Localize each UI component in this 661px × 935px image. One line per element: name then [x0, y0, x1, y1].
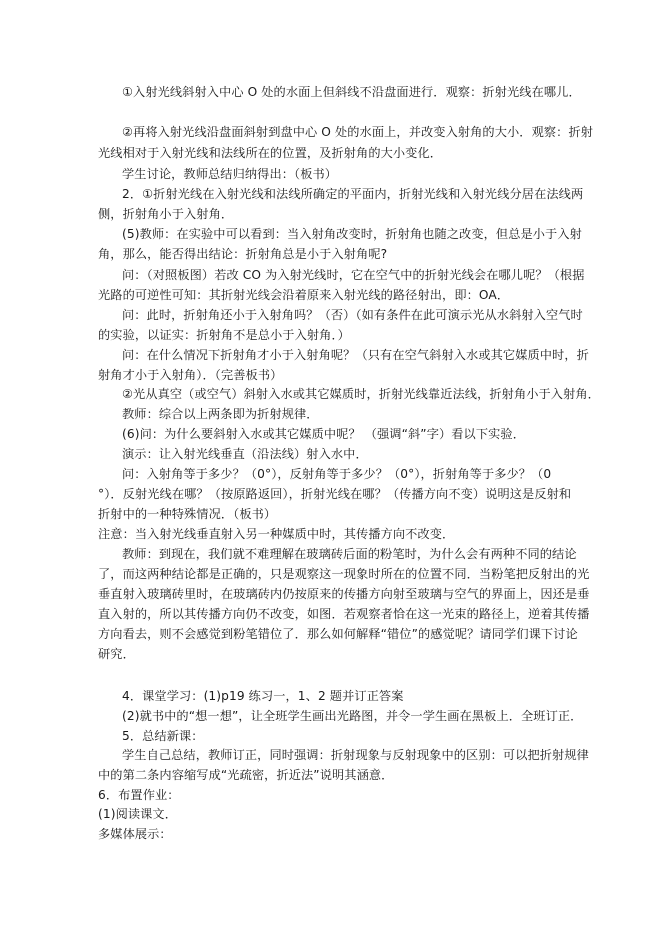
text-line: 问：（对照板图）若改 CO 为入射光线时，它在空气中的折射光线会在哪儿呢？（根据	[122, 268, 585, 282]
text-line: °）．反射光线在哪？（按原路返回），折射光线在哪？（传播方向不变）说明这是反射和	[98, 487, 572, 501]
text-line: 了，而这两种结论都是正确的，只是观察这一现象时所在的位置不同．当粉笔把反射出的光	[98, 567, 590, 581]
text-line: 4．课堂学习：(1)p19 练习一，1、2 题并订正答案	[122, 689, 404, 703]
text-line: (1)阅读课文．	[98, 807, 178, 821]
text-line: 直入射的，所以其传播方向仍不改变，如图．若观察者恰在这一光束的路径上，逆着其传播	[98, 607, 590, 621]
text-line: 折射中的一种特殊情况．（板书）	[98, 507, 277, 521]
text-line: ②光从真空（或空气）斜射入水或其它媒质时，折射光线靠近法线，折射角小于入射角．	[122, 387, 600, 401]
text-line: 问：此时，折射角还小于入射角吗？（否）（如有条件在此可演示光从水斜射入空气时	[122, 308, 583, 322]
text-line: 5．总结新课：	[122, 729, 204, 743]
text-line: 的实验，以证实：折射角不是总小于入射角．）	[98, 328, 350, 342]
text-line: 问：入射角等于多少？（0°），反射角等于多少？（0°），折射角等于多少？（0	[122, 467, 552, 481]
text-line: ①入射光线斜射入中心 O 处的水面上但斜线不沿盘面进行．观察：折射光线在哪儿．	[122, 85, 581, 99]
text-line: 教师：到现在，我们就不难理解在玻璃砖后面的粉笔时，为什么会有两种不同的结论	[122, 547, 577, 561]
text-line: (2)就书中的“想一想”，让全班学生画出光路图，并令一学生画在黑板上．全班订正．	[122, 709, 583, 723]
text-line: 垂直射入玻璃砖里时，在玻璃砖内仍按原来的传播方向射至玻璃与空气的界面上，因还是垂	[98, 587, 590, 601]
text-line: 教师：综合以上两条即为折射规律．	[122, 407, 319, 421]
text-line: 侧，折射角小于入射角．	[98, 207, 234, 221]
text-line: 中的第二条内容缩写成“光疏密，折近法”说明其涵意．	[98, 768, 394, 782]
text-line: 学生自己总结，教师订正，同时强调：折射现象与反射现象中的区别：可以把折射规律	[122, 748, 589, 762]
text-line: 注意：当入射光线垂直射入另一种媒质中时，其传播方向不改变．	[98, 527, 455, 541]
text-line: ②再将入射光线沿盘面斜射到盘中心 O 处的水面上，并改变入射角的大小．观察：折射	[122, 125, 594, 139]
text-line: (5)教师：在实验中可以看到：当入射角改变时，折射角也随之改变，但总是小于入射	[122, 227, 582, 241]
text-line: 2．①折射光线在入射光线和法线所确定的平面内，折射光线和入射光线分居在法线两	[122, 187, 584, 201]
text-line: 角，那么，能否得出结论：折射角总是小于入射角呢?	[98, 247, 388, 261]
text-line: 射角才小于入射角）．（完善板书）	[98, 368, 283, 382]
text-line: 6．布置作业：	[98, 788, 180, 802]
text-line: 研究．	[98, 647, 135, 661]
text-line: 学生讨论，教师总结归纳得出：（板书）	[122, 167, 338, 181]
text-line: 光路的可逆性可知：其折射光线会沿着原来入射光线的路径射出，即：OA．	[98, 288, 510, 302]
text-line: 多媒体展示：	[98, 827, 172, 841]
text-line: 方向看去，则不会感觉到粉笔错位了．那么如何解释“错位”的感觉呢？请同学们课下讨论	[98, 627, 578, 641]
text-line: 问：在什么情况下折射角才小于入射角呢？（只有在空气斜射入水或其它媒质中时，折	[122, 348, 589, 362]
text-line: (6)问：为什么要斜射入水或其它媒质中呢？ （强调“斜”字）看以下实验．	[122, 427, 525, 441]
text-line: 演示：让入射光线垂直（沿法线）射入水中．	[122, 447, 368, 461]
text-line: 光线相对于入射光线和法线所在的位置，及折射角的大小变化．	[98, 146, 443, 160]
